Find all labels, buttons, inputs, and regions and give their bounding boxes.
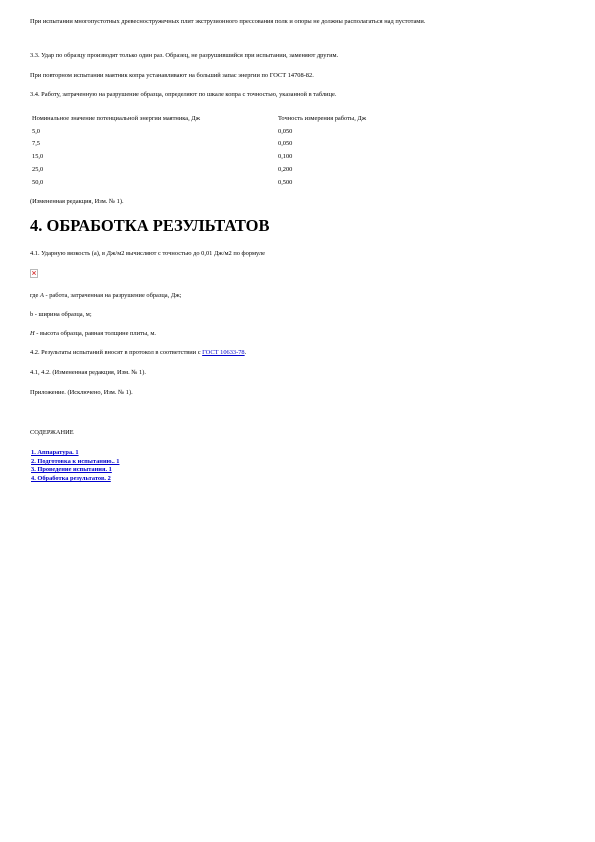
table-cell: 7,5 xyxy=(32,140,40,148)
where-a-prefix: где xyxy=(30,292,40,299)
paragraph-4-2-end: . xyxy=(244,349,247,356)
paragraph-3-3: 3.3. Удар по образцу производят только один раз. Образец, не разрушившийся при испытании, заменяют другим. xyxy=(30,52,339,59)
paragraph-repeat-test: При повторном испытании маятник копра устанавливают на больший запас энергии по ГОСТ 14708-82. xyxy=(30,72,314,79)
table-cell: 15,0 xyxy=(32,153,44,161)
paragraph-4-2-text: 4.2. Результаты испытаний вносят в протокол в соответствии с xyxy=(30,349,203,356)
where-a-symbol: А xyxy=(40,292,44,299)
paragraph-where-h xyxy=(30,330,156,338)
table-header-energy: Номинальное значение потенциальной энергии маятника, Дж xyxy=(32,115,201,122)
where-a-text: - работа, затраченная на разрушение образца, Дж; xyxy=(43,292,182,299)
gost-10633-link[interactable]: ГОСТ 10633-78 xyxy=(202,349,245,356)
table-cell: 0,200 xyxy=(278,165,293,173)
table-row xyxy=(32,151,366,164)
section-heading: 4. ОБРАБОТКА РЕЗУЛЬТАТОВ xyxy=(30,216,270,235)
table-row xyxy=(32,138,366,151)
paragraph-4-1: 4.1. Ударную вязкость (а), в Дж/м2 вычисляют с точностью до 0,01 Дж/м2 по формуле xyxy=(30,250,265,257)
table-cell: 5,0 xyxy=(32,127,40,135)
table-row xyxy=(32,164,366,177)
formula-image xyxy=(30,269,38,278)
accuracy-table xyxy=(32,113,366,189)
table-cell: 0,050 xyxy=(278,140,293,148)
table-row xyxy=(32,177,366,190)
toc-link-results[interactable]: 4. Обработка результатов. 2 xyxy=(31,475,111,483)
where-h-symbol: Н xyxy=(30,330,35,337)
table-cell: 50,0 xyxy=(32,178,44,186)
table-header-accuracy: Точность измерения работы, Дж xyxy=(278,115,367,122)
toc-link-preparation[interactable]: 2. Подготовка к испытанию.. 1 xyxy=(31,457,120,465)
table-cell: 0,050 xyxy=(278,127,293,135)
table-cell: 0,500 xyxy=(278,178,293,186)
table-of-contents xyxy=(31,449,120,484)
paragraph-4-2 xyxy=(30,349,246,357)
table-cell: 0,100 xyxy=(278,153,293,161)
paragraph-amendment: (Измененная редакция, Изм. № 1). xyxy=(30,198,124,205)
paragraph-appendix: Приложение. (Исключено, Изм. № 1). xyxy=(30,389,133,396)
paragraph-3-4: 3.4. Работу, затраченную на разрушение образца, определяют по шкале копра с точностью, указанной в таблице. xyxy=(30,91,337,98)
paragraph-where-a xyxy=(30,292,181,300)
toc-link-apparatus[interactable]: 1. Аппаратура. 1 xyxy=(31,449,79,456)
table-cell: 25,0 xyxy=(32,165,44,173)
table-header-row xyxy=(32,113,366,126)
contents-title: СОДЕРЖАНИЕ xyxy=(30,429,74,436)
table-row xyxy=(32,126,366,139)
paragraph-pustoty: При испытании многопустотных древесностружечных плит экструзионного прессования полк и опоры не должны располагаться над пустотами. xyxy=(30,18,426,25)
toc-link-testing[interactable]: 3. Проведение испытания. 1 xyxy=(31,466,112,474)
paragraph-where-b: b - ширина образца, м; xyxy=(30,311,92,318)
where-h-text: - высота образца, равная толщине плиты, м. xyxy=(34,330,156,337)
paragraph-amendment-4: 4.1, 4.2. (Измененная редакция, Изм. № 1). xyxy=(30,369,146,376)
